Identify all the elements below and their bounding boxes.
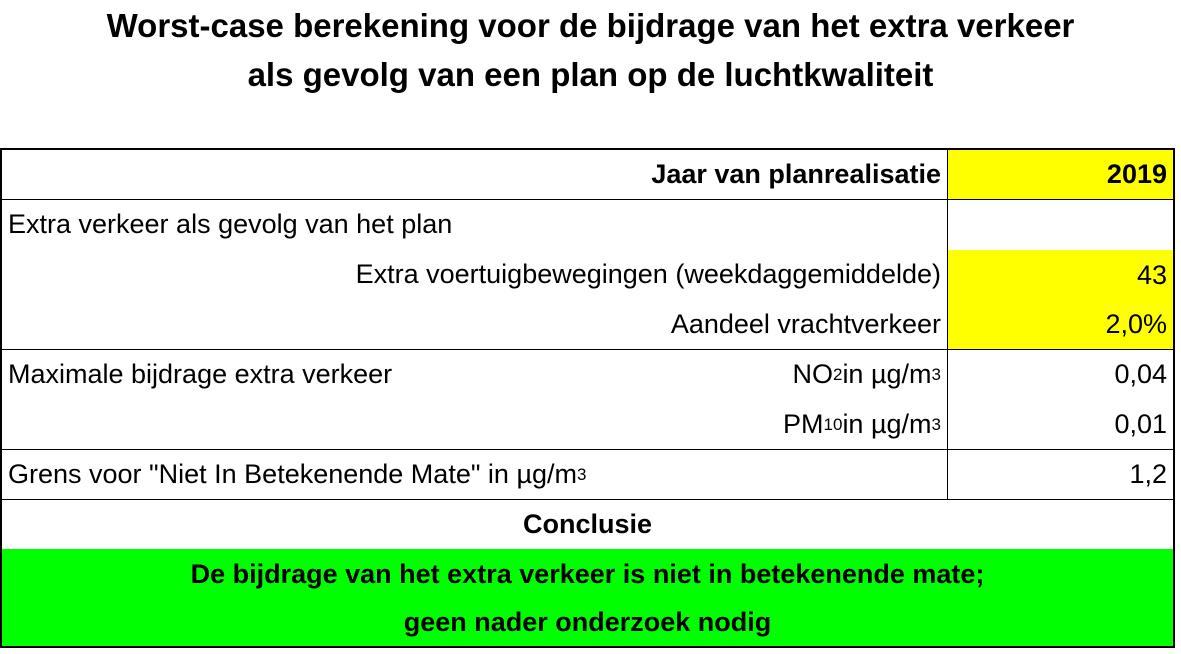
pm10-value: 0,01 (1114, 409, 1167, 439)
title-line-2: als gevolg van een plan op de luchtkwaliteit (247, 56, 934, 93)
freight-share-label: Aandeel vrachtverkeer (670, 309, 941, 339)
no2-label: NO 2 in µg/m 3 (792, 359, 941, 389)
nibm-value: 1,2 (1129, 459, 1167, 489)
pm10-label: PM 10 in µg/m 3 (783, 409, 941, 439)
conclusion-line-2: geen nader onderzoek nodig (2, 599, 1173, 646)
row-divider (2, 199, 1173, 200)
column-divider (947, 150, 948, 499)
conclusion-line-1: De bijdrage van het extra verkeer is niet in betekenende mate; (2, 549, 1173, 599)
max-contribution-label: Maximale bijdrage extra verkeer (8, 359, 393, 389)
title-line-1: Worst-case berekening voor de bijdrage van het extra verkeer (106, 7, 1075, 44)
vehicle-movements-label: Extra voertuigbewegingen (weekdaggemiddelde) (355, 259, 941, 289)
no2-label-unit: in µg/m (842, 359, 932, 389)
calculation-table (0, 148, 1175, 648)
row-divider (2, 349, 1173, 350)
row-divider (2, 499, 1173, 500)
no2-value: 0,04 (1114, 359, 1167, 389)
pm10-label-main: PM (783, 409, 824, 439)
extra-traffic-heading: Extra verkeer als gevolg van het plan (8, 209, 453, 239)
vehicle-movements-input[interactable]: 43 (948, 250, 1173, 300)
conclusion-heading: Conclusie (522, 508, 653, 539)
nibm-label-text: Grens voor "Niet In Betekenende Mate" in µg/m (8, 459, 578, 489)
no2-label-main: NO (792, 359, 833, 389)
year-label: Jaar van planrealisatie (651, 159, 941, 189)
pm10-label-unit: in µg/m (842, 409, 932, 439)
year-input[interactable]: 2019 (948, 150, 1173, 199)
nibm-label: Grens voor "Niet In Betekenende Mate" in µg/m 3 (8, 459, 587, 489)
page-title (0, 0, 1181, 102)
freight-share-input[interactable]: 2,0% (948, 300, 1173, 349)
row-divider (2, 449, 1173, 450)
